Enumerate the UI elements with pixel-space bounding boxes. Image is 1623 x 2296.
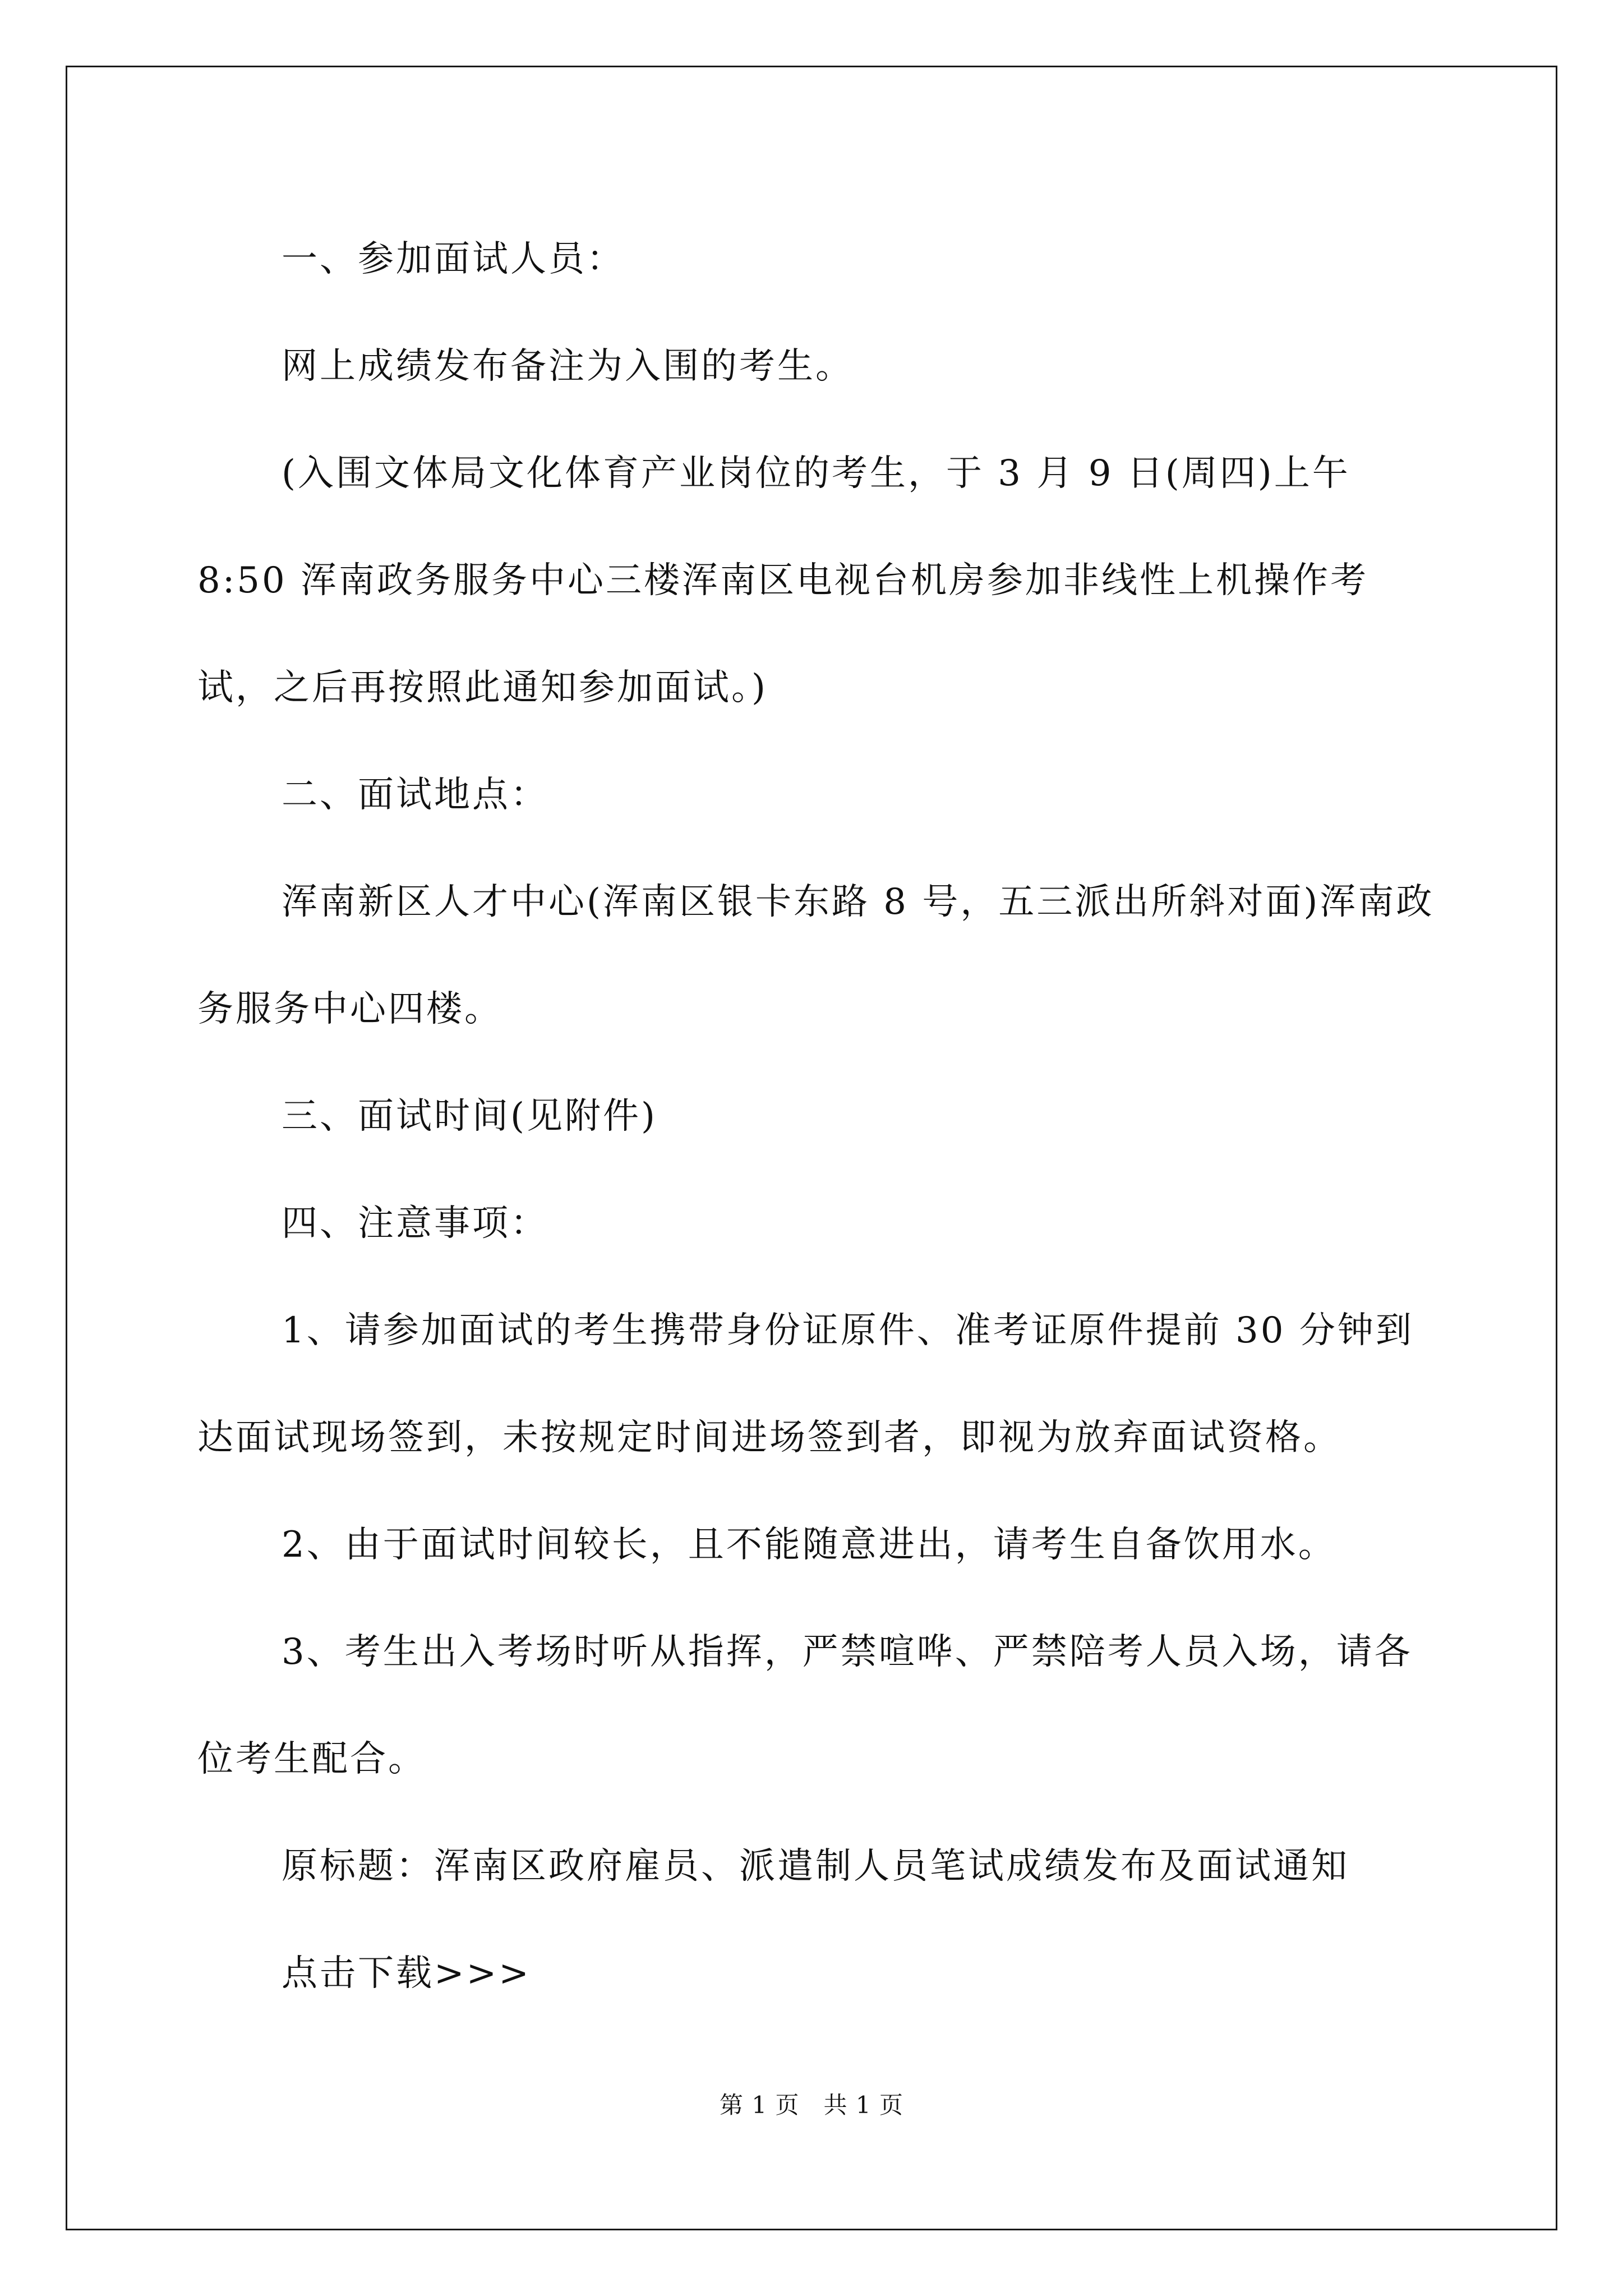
paragraph-note-3: 3、考生出入考场时听从指挥，严禁喧哗、严禁陪考人员入场，请各位考生配合。 — [197, 1631, 1413, 1780]
paragraph-participants: 网上成绩发布备注为入围的考生。 — [282, 346, 854, 387]
document-body — [197, 206, 1442, 2027]
paragraph-note-1: 1、请参加面试的考生携带身份证原件、准考证原件提前 30 分钟到达面试现场签到，未按规定时间进场签到者，即视为放弃面试资格。 — [197, 1310, 1414, 1458]
section-heading-location: 二、面试地点： — [282, 774, 548, 816]
paragraph-original-title: 原标题：浑南区政府雇员、派遣制人员笔试成绩发布及面试通知 — [282, 1846, 1349, 1887]
section-heading-notes: 四、注意事项： — [282, 1203, 548, 1244]
paragraph-location: 浑南新区人才中心(浑南区银卡东路 8 号，五三派出所斜对面)浑南政务服务中心四楼。 — [197, 881, 1435, 1030]
paragraph-special-exam-note: (入围文体局文化体育产业岗位的考生，于 3 月 9 日(周四)上午 8:50 浑南政务服务中心三楼浑南区电视台机房参加非线性上机操作考试，之后再按照此通知参加面试。) — [197, 453, 1369, 708]
section-heading-time: 三、面试时间(见附件) — [282, 1096, 657, 1137]
page-number-total: 共 1 页 — [823, 2091, 903, 2119]
paragraph-note-2: 2、由于面试时间较长，且不能随意进出，请考生自备饮用水。 — [282, 1524, 1336, 1566]
page-footer — [0, 2087, 1623, 2120]
download-link[interactable]: 点击下载>>> — [282, 1953, 531, 1994]
section-heading-participants: 一、参加面试人员： — [282, 238, 625, 280]
page-number-current: 第 1 页 — [720, 2091, 800, 2119]
